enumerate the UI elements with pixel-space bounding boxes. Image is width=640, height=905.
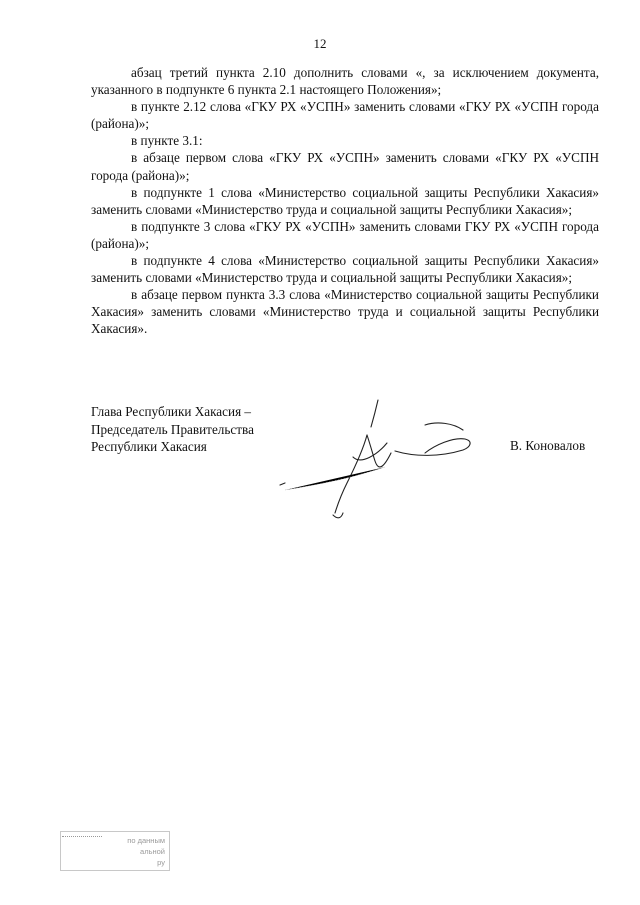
paragraph: в пункте 2.12 слова «ГКУ РХ «УСПН» заменить словами «ГКУ РХ «УСПН города (района)»; <box>91 99 599 132</box>
handwritten-signature <box>275 395 485 530</box>
stamp-line: альной <box>140 847 165 856</box>
paragraph: абзац третий пункта 2.10 дополнить словами «, за исключением документа, указанного в подпункте 6 пункта 2.1 настоящего Положения»; <box>91 65 599 98</box>
paragraph: в подпункте 1 слова «Министерство социальной защиты Республики Хакасия» заменить словами «Министерство труда и социальной защиты Республики Хакасия»; <box>91 184 599 217</box>
signatory-title-line: Председатель Правительства <box>91 421 254 437</box>
paragraph: в подпункте 4 слова «Министерство социальной защиты Республики Хакасия» заменить словами «Министерство труда и социальной защиты Республики Хакасия»; <box>91 253 599 286</box>
registration-stamp <box>60 831 170 871</box>
document-body <box>91 64 599 338</box>
paragraph: в подпункте 3 слова «ГКУ РХ «УСПН» заменить словами ГКУ РХ «УСПН города (района)»; <box>91 218 599 251</box>
signatory-name: В. Коновалов <box>510 438 586 453</box>
signatory-title <box>91 403 254 456</box>
stamp-line: ру <box>157 858 165 867</box>
paragraph: в пункте 3.1: <box>131 133 203 149</box>
signatory-title-line: Глава Республики Хакасия – <box>91 404 252 419</box>
paragraph: в абзаце первом слова «ГКУ РХ «УСПН» заменить словами «ГКУ РХ «УСПН города (района)»; <box>91 150 599 183</box>
page-number: 12 <box>313 36 327 51</box>
signatory-title-line: Республики Хакасия <box>91 439 207 454</box>
paragraph: в абзаце первом пункта 3.3 слова «Министерство социальной защиты Республики Хакасия» заменить словами «Министерство труда и социальной защиты Республики Хакасия». <box>91 287 599 337</box>
stamp-line: по данным <box>127 836 165 845</box>
